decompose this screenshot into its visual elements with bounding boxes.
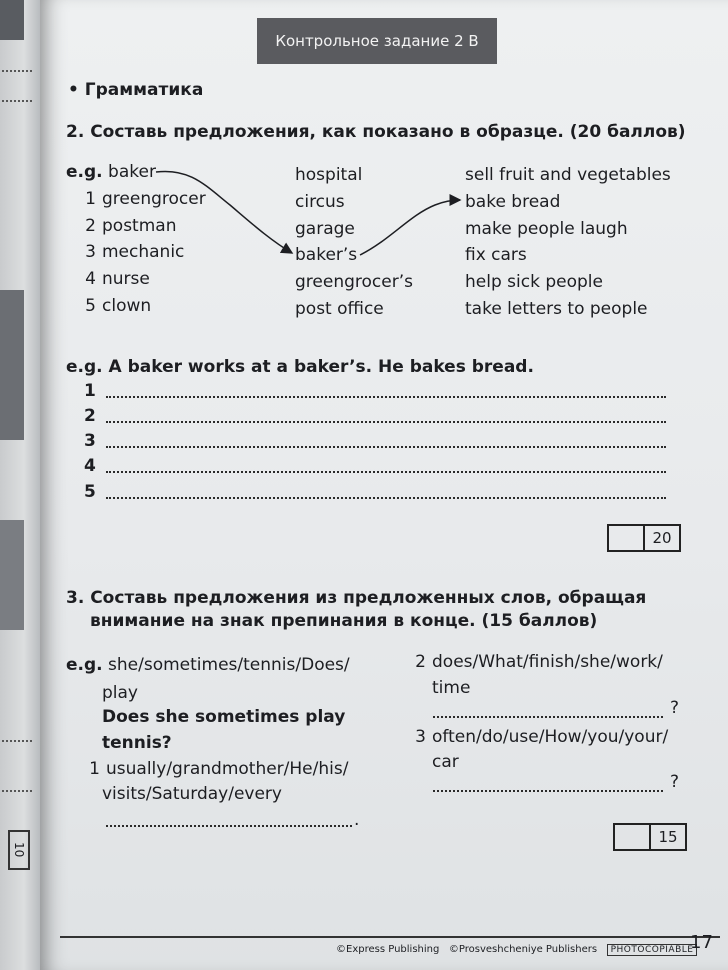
header-title: Контрольное задание 2 В xyxy=(275,32,479,50)
example-person: baker xyxy=(108,162,156,182)
place-item: garage xyxy=(295,219,355,239)
line-number: 1 xyxy=(84,381,96,401)
place-item: circus xyxy=(295,192,345,212)
list-item: 3 mechanic xyxy=(85,242,185,262)
page-edge-strip xyxy=(0,0,24,40)
task3-title-line1: 3. Составь предложения из предложенных слов, обращая xyxy=(66,588,647,608)
task2-title: 2. Составь предложения, как показано в образце. (20 баллов) xyxy=(66,122,686,142)
page-edge-dots xyxy=(2,740,32,742)
grammar-heading: • Грамматика xyxy=(68,80,203,100)
task3-item1-cont: visits/Saturday/every xyxy=(102,784,282,804)
list-item: 4 nurse xyxy=(85,269,150,289)
publisher-credit: ©Prosveshcheniye Publishers xyxy=(448,944,598,955)
activity-item: make people laugh xyxy=(465,219,628,239)
page-edge-dots xyxy=(2,100,32,102)
line-number: 3 xyxy=(84,431,96,451)
worksheet-page xyxy=(40,0,728,970)
place-item: hospital xyxy=(295,165,363,185)
page-edge-dots xyxy=(2,70,32,72)
page-number: 17 xyxy=(690,932,713,953)
line-number: 4 xyxy=(84,456,96,476)
task3-score-box xyxy=(613,823,687,851)
answer-line[interactable] xyxy=(106,825,352,827)
activity-item: fix cars xyxy=(465,245,527,265)
footer-credits xyxy=(336,944,697,955)
task3-item3-cont: car xyxy=(432,752,459,772)
score-max: 15 xyxy=(658,828,678,846)
arrow-bakers-to-bake-bread xyxy=(360,200,460,255)
place-item: greengrocer’s xyxy=(295,272,413,292)
task3-item2-end: ? xyxy=(670,698,680,718)
activity-item: help sick people xyxy=(465,272,603,292)
answer-line[interactable] xyxy=(433,716,663,718)
task3-title-line2: внимание на знак препинания в конце. (15 баллов) xyxy=(90,611,598,631)
previous-page-edge xyxy=(0,0,40,970)
publisher-credit: ©Express Publishing xyxy=(336,944,440,955)
arrow-baker-to-bakers xyxy=(156,171,292,253)
page-edge-illustration xyxy=(0,520,24,630)
line-number: 2 xyxy=(84,406,96,426)
page-edge-illustration xyxy=(0,290,24,440)
activity-item: sell fruit and vegetables xyxy=(465,165,671,185)
line-number: 5 xyxy=(84,482,96,502)
task3-example-answer: Does she sometimes play xyxy=(102,707,346,727)
list-item: 1 greengrocer xyxy=(85,189,206,209)
footer-rule xyxy=(60,936,720,938)
task3-example-answer-cont: tennis? xyxy=(102,733,172,753)
answer-line[interactable] xyxy=(106,471,666,473)
task3-item3: 3 often/do/use/How/you/your/ xyxy=(415,727,669,747)
activity-item: bake bread xyxy=(465,192,561,212)
task2-example-row xyxy=(66,162,156,182)
answer-line[interactable] xyxy=(106,396,666,398)
answer-line[interactable] xyxy=(433,790,663,792)
task3-example-words: e.g. she/sometimes/tennis/Does/ xyxy=(66,655,350,675)
answer-line[interactable] xyxy=(106,446,666,448)
score-input[interactable] xyxy=(615,825,651,849)
page-header xyxy=(257,18,497,64)
previous-page-number: 10 xyxy=(8,830,30,870)
task3-item2-cont: time xyxy=(432,678,471,698)
task2-example-sentence: e.g. A baker works at a baker’s. He bakes bread. xyxy=(66,357,534,377)
list-item: 2 postman xyxy=(85,216,177,236)
task2-score-box xyxy=(607,524,681,552)
answer-line[interactable] xyxy=(106,421,666,423)
score-input[interactable] xyxy=(609,526,645,550)
task3-item3-end: ? xyxy=(670,772,680,792)
place-item: post office xyxy=(295,299,384,319)
score-max: 20 xyxy=(652,529,672,547)
answer-line[interactable] xyxy=(106,497,666,499)
task3-item1-end: . xyxy=(354,810,360,830)
task3-example-words-cont: play xyxy=(102,683,138,703)
place-item: baker’s xyxy=(295,245,358,265)
task3-item1: 1 usually/grandmother/He/his/ xyxy=(89,759,349,779)
list-item: 5 clown xyxy=(85,296,152,316)
activity-item: take letters to people xyxy=(465,299,648,319)
example-label: e.g. xyxy=(66,162,103,182)
task3-item2: 2 does/What/finish/she/work/ xyxy=(415,652,663,672)
page-edge-dots xyxy=(2,790,32,792)
photocopiable-badge: PHOTOCOPIABLE xyxy=(607,944,698,956)
